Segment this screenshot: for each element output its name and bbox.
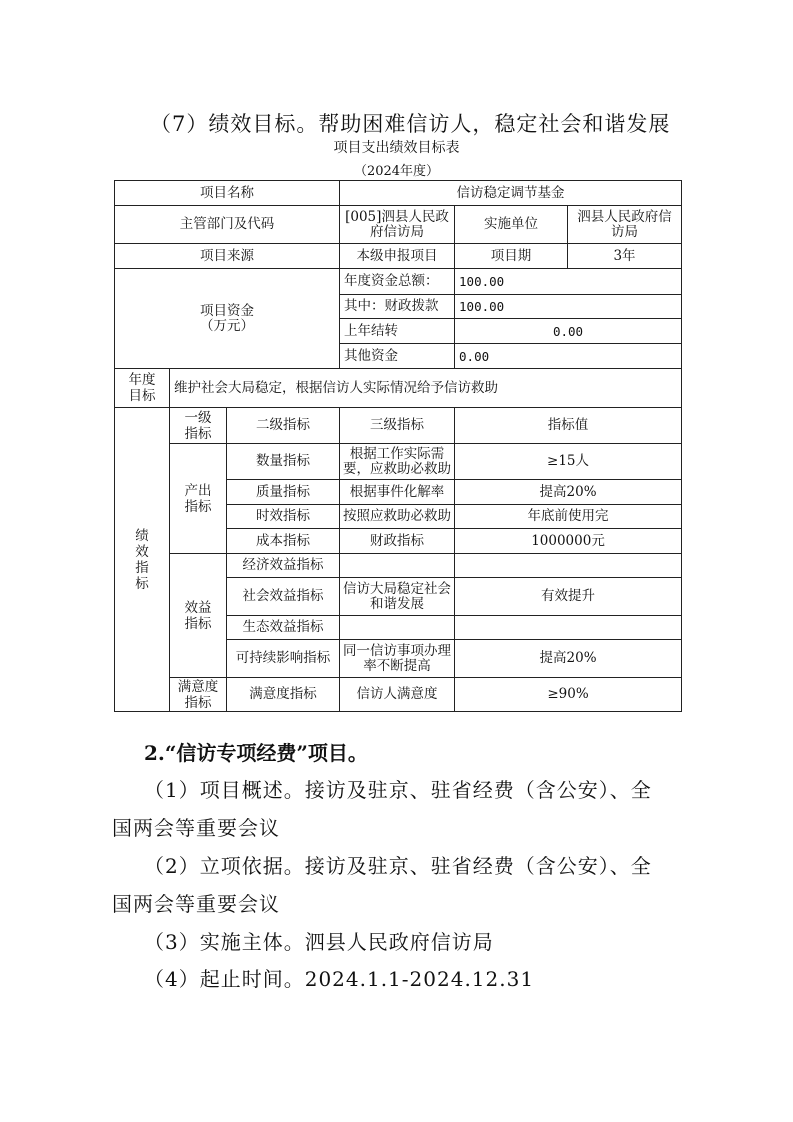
funds-other-value: 0.00 <box>455 344 682 369</box>
source-value: 本级申报项目 <box>340 244 455 269</box>
level3-cell <box>340 554 455 578</box>
value-cell: 1000000元 <box>455 529 682 554</box>
output-indicator-label: 产出指标 <box>170 444 227 554</box>
table-row <box>115 444 682 480</box>
value-cell: ≥90% <box>455 678 682 712</box>
funds-other-label: 其他资金 <box>340 344 455 369</box>
period-value: 3年 <box>568 244 682 269</box>
funds-total-value: 100.00 <box>455 269 682 295</box>
goal-label: 年度目标 <box>115 369 170 408</box>
header-level2: 二级指标 <box>227 408 340 444</box>
period-label: 项目期 <box>455 244 568 269</box>
table-year: （2024年度） <box>353 164 440 179</box>
value-cell: 有效提升 <box>455 578 682 616</box>
level2-cell: 成本指标 <box>227 529 340 554</box>
satisfaction-indicator-label: 满意度指标 <box>170 678 227 712</box>
level2-cell: 数量指标 <box>227 444 340 480</box>
level3-cell: 信访大局稳定社会和谐发展 <box>340 578 455 616</box>
funds-carry-value: 0.00 <box>455 319 682 344</box>
level2-cell: 经济效益指标 <box>227 554 340 578</box>
paragraph-subject: （3）实施主体。泗县人民政府信访局 <box>144 930 494 954</box>
impl-label: 实施单位 <box>455 206 568 244</box>
funds-label <box>115 269 340 369</box>
paragraph-overview-line1: （1）项目概述。接访及驻京、驻省经费（含公安）、全 <box>144 778 652 802</box>
dept-label: 主管部门及代码 <box>115 206 340 244</box>
value-cell <box>455 554 682 578</box>
section-2-title: 2.“信访专项经费”项目。 <box>144 741 368 765</box>
level2-cell: 质量指标 <box>227 480 340 505</box>
funds-label-text: 项目资金 <box>200 302 254 319</box>
value-cell: 提高20% <box>455 640 682 678</box>
table-row <box>115 554 682 578</box>
level3-cell <box>340 616 455 640</box>
level3-cell: 按照应救助必救助 <box>340 505 455 529</box>
project-name-label: 项目名称 <box>115 181 340 206</box>
section-heading: （7）绩效目标。帮助困难信访人，稳定社会和谐发展 <box>150 112 671 136</box>
table-row <box>115 269 682 295</box>
performance-table <box>114 180 682 712</box>
table-row <box>115 369 682 408</box>
level2-cell: 可持续影响指标 <box>227 640 340 678</box>
level3-cell: 财政指标 <box>340 529 455 554</box>
project-name-value: 信访稳定调节基金 <box>340 181 682 206</box>
benefit-indicator-label: 效益指标 <box>170 554 227 678</box>
table-row <box>115 206 682 244</box>
paragraph-overview-line2: 国两会等重要会议 <box>112 816 280 840</box>
table-row <box>115 181 682 206</box>
paragraph-basis-line2: 国两会等重要会议 <box>112 892 280 916</box>
paragraph-basis-line1: （2）立项依据。接访及驻京、驻省经费（含公安）、全 <box>144 854 652 878</box>
header-level3: 三级指标 <box>340 408 455 444</box>
level3-cell: 信访人满意度 <box>340 678 455 712</box>
table-row <box>115 678 682 712</box>
perf-indicator-label: 绩效指标 <box>115 408 170 712</box>
funds-fiscal-value: 100.00 <box>455 295 682 319</box>
value-cell: 年底前使用完 <box>455 505 682 529</box>
dept-value: [005]泗县人民政府信访局 <box>340 206 455 244</box>
value-cell: ≥15人 <box>455 444 682 480</box>
header-value: 指标值 <box>455 408 682 444</box>
level2-cell: 满意度指标 <box>227 678 340 712</box>
level3-cell: 同一信访事项办理率不断提高 <box>340 640 455 678</box>
paragraph-period: （4）起止时间。2024.1.1-2024.12.31 <box>144 967 535 991</box>
value-cell: 提高20% <box>455 480 682 505</box>
funds-carry-label: 上年结转 <box>340 319 455 344</box>
level2-cell: 生态效益指标 <box>227 616 340 640</box>
level3-cell: 根据工作实际需要，应救助必救助 <box>340 444 455 480</box>
funds-fiscal-label: 其中：财政拨款 <box>340 295 455 319</box>
funds-total-label: 年度资金总额： <box>340 269 455 295</box>
goal-value: 维护社会大局稳定，根据信访人实际情况给予信访救助 <box>170 369 682 408</box>
level2-cell: 时效指标 <box>227 505 340 529</box>
table-row <box>115 244 682 269</box>
header-level1: 一级指标 <box>170 408 227 444</box>
table-row <box>115 408 682 444</box>
table-title: 项目支出绩效目标表 <box>333 140 460 156</box>
level3-cell: 根据事件化解率 <box>340 480 455 505</box>
source-label: 项目来源 <box>115 244 340 269</box>
level2-cell: 社会效益指标 <box>227 578 340 616</box>
value-cell <box>455 616 682 640</box>
impl-value: 泗县人民政府信访局 <box>568 206 682 244</box>
funds-unit-text: （万元） <box>200 317 254 334</box>
